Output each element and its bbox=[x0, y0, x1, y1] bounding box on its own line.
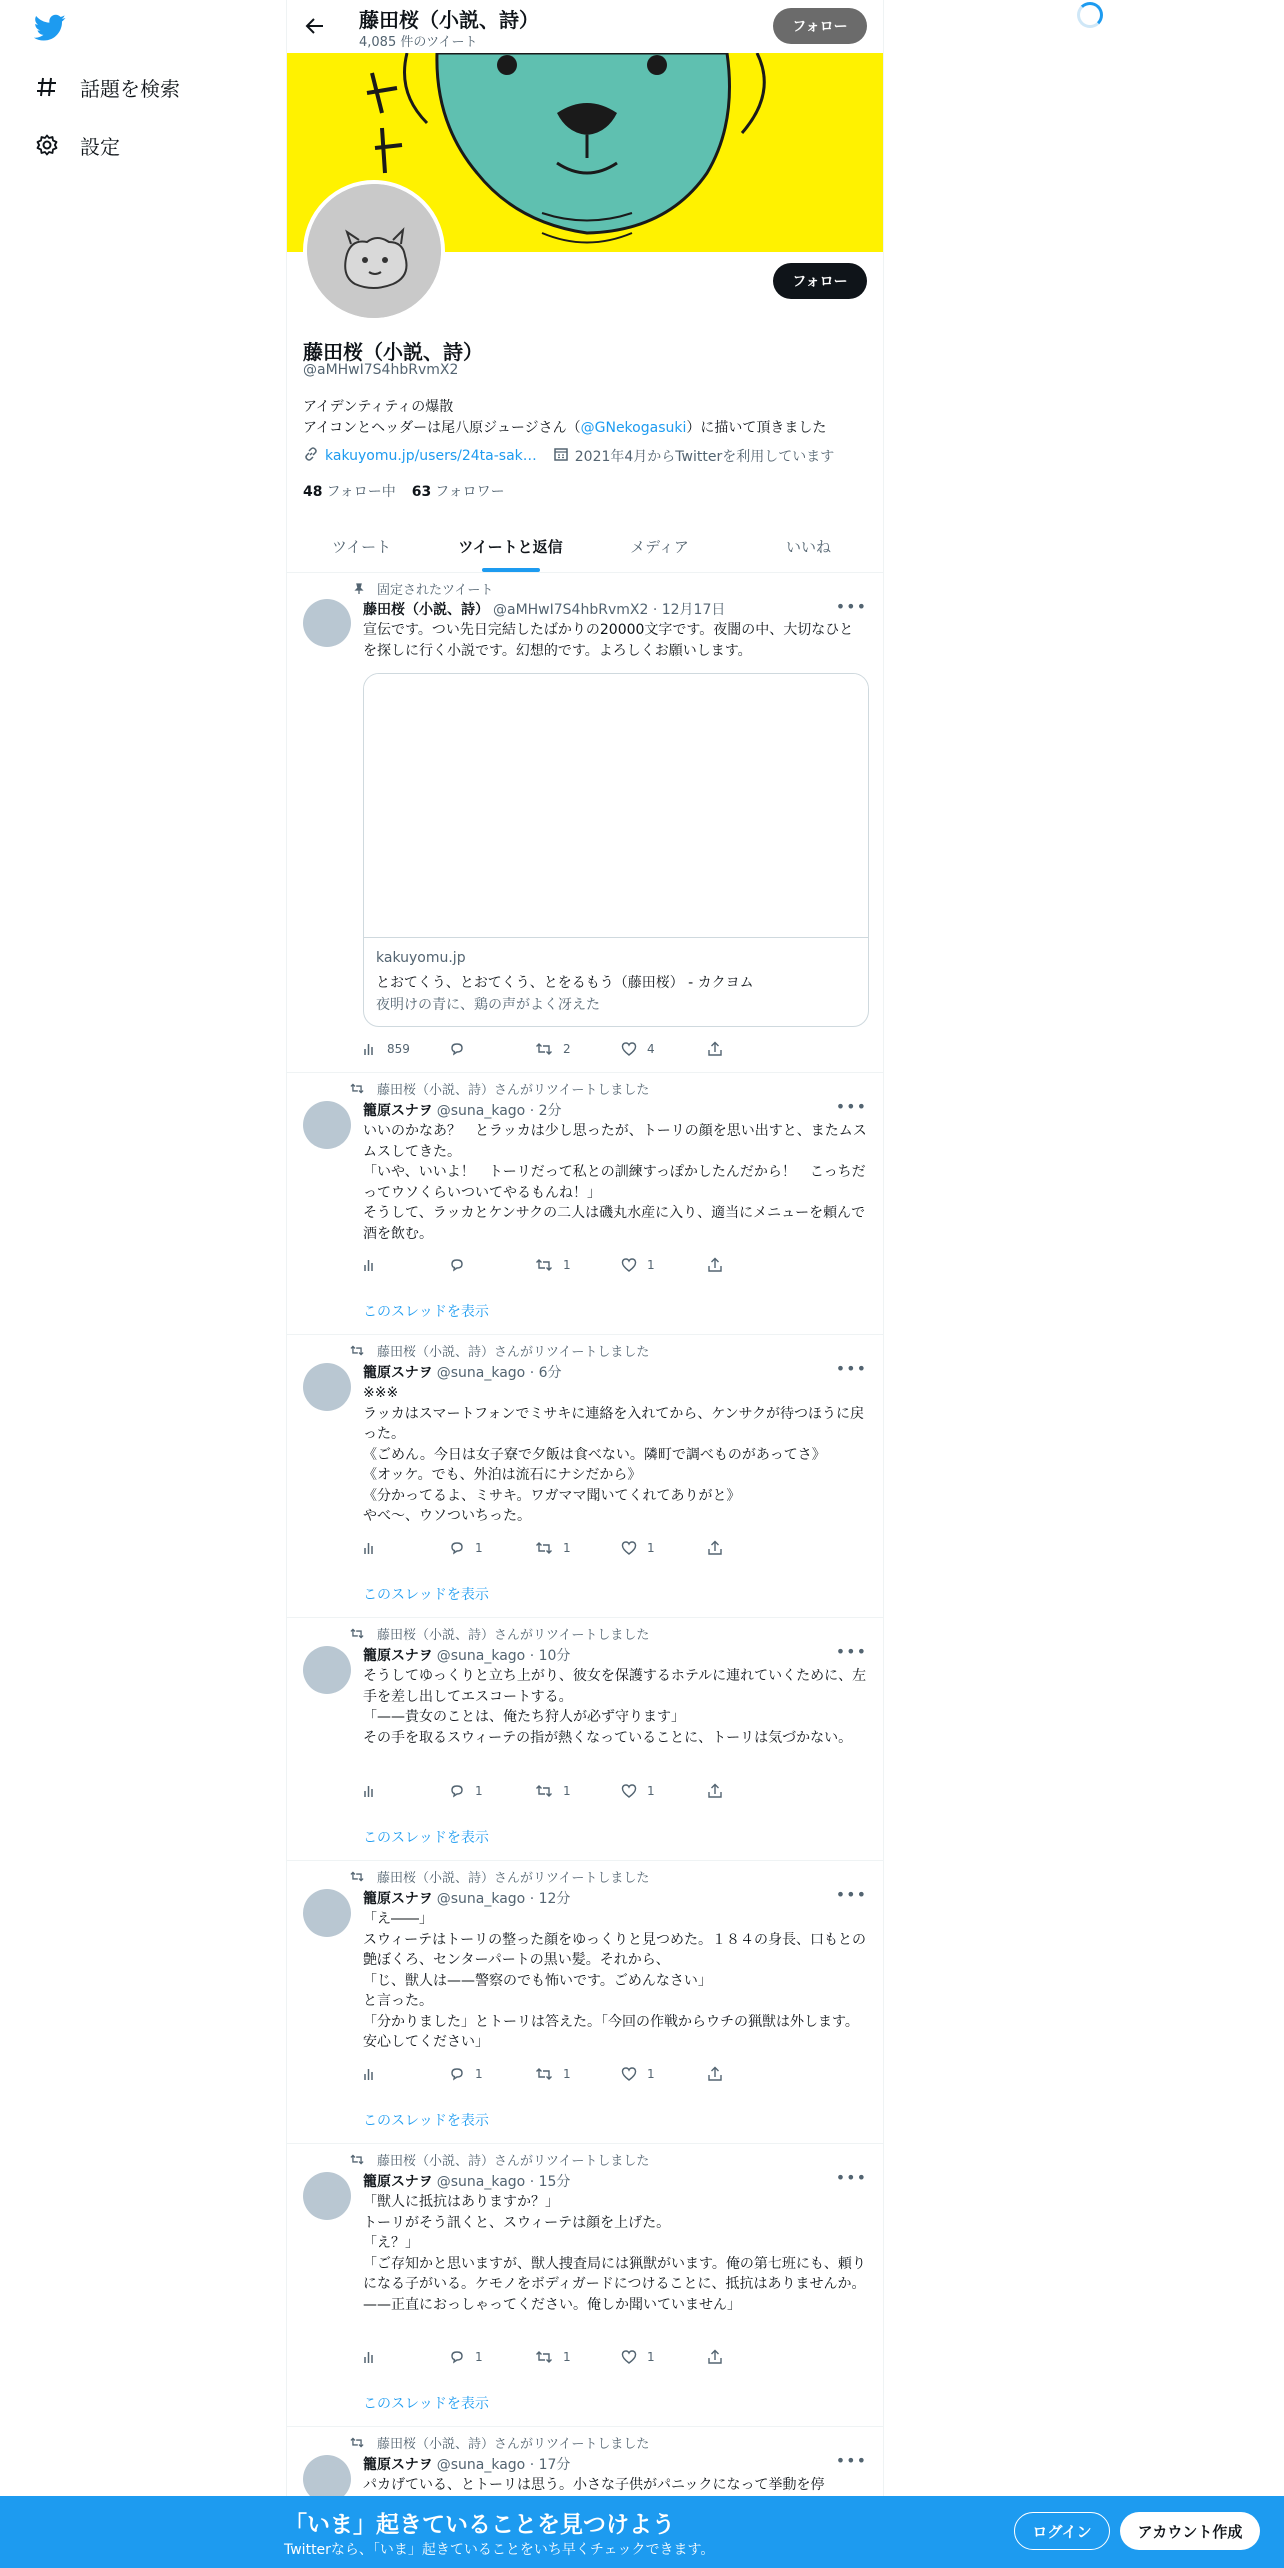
profile-joined-date: 2021年4月からTwitterを利用しています bbox=[574, 449, 835, 465]
like-count: 1 bbox=[647, 2350, 655, 2364]
heart-icon bbox=[621, 2349, 637, 2365]
tab-media[interactable]: メディア bbox=[630, 537, 689, 556]
profile-bio-line1: アイデンティティの爆散 bbox=[303, 399, 454, 415]
tweet-handle-time[interactable]: @suna_kago · 17分 bbox=[436, 2457, 571, 2473]
share-icon bbox=[707, 2349, 723, 2365]
share-button[interactable] bbox=[707, 2347, 793, 2367]
retweet-count: 1 bbox=[563, 2067, 571, 2081]
retweet-context bbox=[333, 1079, 649, 1098]
tweet-header bbox=[363, 599, 725, 619]
avatar[interactable] bbox=[303, 1363, 351, 1411]
avatar[interactable] bbox=[303, 1889, 351, 1937]
tweet-header bbox=[363, 1362, 562, 1382]
retweet-item[interactable] bbox=[287, 1861, 883, 2144]
twitter-logo-icon[interactable] bbox=[34, 14, 66, 42]
retweet-count: 2 bbox=[563, 1042, 571, 1056]
views-button[interactable] bbox=[363, 2064, 449, 2084]
retweet-button[interactable] bbox=[535, 1781, 621, 1801]
pinned-tweet[interactable] bbox=[287, 573, 883, 1073]
views-icon bbox=[363, 1784, 377, 1798]
retweet-count: 1 bbox=[563, 2350, 571, 2364]
following-link[interactable] bbox=[303, 481, 396, 501]
retweet-icon bbox=[333, 2153, 365, 2166]
reply-count: 1 bbox=[475, 1784, 483, 1798]
show-thread-link[interactable]: このスレッドを表示 bbox=[363, 1304, 489, 1320]
views-icon bbox=[363, 1541, 377, 1555]
reply-button[interactable] bbox=[449, 1255, 535, 1275]
tweet-handle-time[interactable]: @aMHwI7S4hbRvmX2 · 12月17日 bbox=[493, 602, 726, 618]
avatar[interactable] bbox=[303, 1101, 351, 1149]
views-button[interactable] bbox=[363, 1781, 449, 1801]
bio-text-end: ）に描いて頂きました bbox=[686, 420, 827, 436]
retweet-button[interactable] bbox=[535, 2347, 621, 2367]
tweet-text: 宣伝です。つい先日完結したばかりの20000文字です。夜闇の中、大切なひとを探しに行く小説です。幻想的です。よろしくお願いします。 bbox=[363, 622, 854, 659]
retweet-item[interactable] bbox=[287, 1073, 883, 1335]
retweet-button[interactable] bbox=[535, 1255, 621, 1275]
tweet-handle-time[interactable]: @suna_kago · 10分 bbox=[436, 1648, 571, 1664]
retweet-count: 1 bbox=[563, 1541, 571, 1555]
reply-button[interactable] bbox=[449, 1039, 535, 1059]
retweet-icon bbox=[333, 1082, 365, 1095]
profile-bio-line2 bbox=[303, 417, 826, 437]
retweet-icon bbox=[535, 1540, 553, 1556]
reply-icon bbox=[449, 2349, 465, 2365]
tweet-actions bbox=[363, 1039, 793, 1059]
tweet-author-name[interactable]: 籠原スナヲ bbox=[363, 2174, 433, 2190]
tweet-actions bbox=[363, 2064, 793, 2084]
retweet-context bbox=[333, 1867, 649, 1886]
tweet-author-name[interactable]: 籠原スナヲ bbox=[363, 2457, 433, 2473]
like-button[interactable] bbox=[621, 2064, 707, 2084]
pin-icon bbox=[333, 583, 365, 595]
heart-icon bbox=[621, 1783, 637, 1799]
more-options-icon[interactable]: ••• bbox=[835, 2168, 867, 2187]
retweet-icon bbox=[333, 1627, 365, 1640]
nav-explore-label: 話題を検索 bbox=[80, 76, 180, 101]
hashtag-icon bbox=[34, 74, 60, 100]
share-button[interactable] bbox=[707, 1039, 793, 1059]
retweet-context-label[interactable]: 藤田桜（小説、詩）さんがリツイートしました bbox=[377, 2437, 650, 2452]
tweet-author-name[interactable]: 藤田桜（小説、詩） bbox=[363, 602, 489, 618]
header-follow-button[interactable]: フォロー bbox=[773, 8, 867, 44]
nav-settings[interactable] bbox=[34, 125, 120, 165]
link-card-description: 夜明けの青に、鶏の声がよく冴えた bbox=[376, 997, 600, 1013]
avatar[interactable] bbox=[303, 599, 351, 647]
share-button[interactable] bbox=[707, 1538, 793, 1558]
views-icon bbox=[363, 2350, 377, 2364]
nav-settings-label: 設定 bbox=[80, 134, 120, 159]
followers-count: 63 bbox=[411, 484, 432, 500]
tab-tweets[interactable]: ツイート bbox=[331, 537, 392, 556]
signup-button[interactable]: アカウント作成 bbox=[1120, 2512, 1260, 2550]
reply-button[interactable] bbox=[449, 1538, 535, 1558]
loading-spinner-icon bbox=[1077, 2, 1103, 28]
share-icon bbox=[707, 1257, 723, 1273]
tweet-text: ※※※ ラッカはスマートフォンでミサキに連絡を入れてから、ケンサクが待つほうに戻った。 《ごめん。今日は女子寮で夕飯は食べない。隣町で調べものがあってさ》 《オッケ。でも、外泊は流石にナシだから》 《分かってるよ、ミサキ。ワガママ聞いてくれてありがと》 やべ～、ウソついちった。 bbox=[363, 1385, 865, 1524]
header-name: 藤田桜（小説、詩） bbox=[359, 8, 539, 32]
like-button[interactable] bbox=[621, 1255, 707, 1275]
like-button[interactable] bbox=[621, 1039, 707, 1059]
retweet-context bbox=[333, 2433, 649, 2452]
nav-explore[interactable] bbox=[34, 67, 180, 107]
retweet-item[interactable] bbox=[287, 1335, 883, 1618]
more-options-icon[interactable]: ••• bbox=[835, 1097, 867, 1116]
avatar[interactable] bbox=[303, 2172, 351, 2220]
calendar-icon bbox=[553, 446, 569, 466]
like-button[interactable] bbox=[621, 2347, 707, 2367]
profile-tabs bbox=[287, 520, 883, 573]
bio-text: アイコンとヘッダーは尾八原ジュージさん（ bbox=[303, 420, 581, 436]
show-thread-link[interactable]: このスレッドを表示 bbox=[363, 2396, 489, 2412]
more-options-icon[interactable]: ••• bbox=[835, 597, 867, 616]
share-icon bbox=[707, 1540, 723, 1556]
tab-likes[interactable]: いいね bbox=[785, 537, 831, 556]
retweet-icon bbox=[333, 1870, 365, 1883]
retweet-context-label[interactable]: 藤田桜（小説、詩）さんがリツイートしました bbox=[377, 1628, 650, 1643]
share-icon bbox=[707, 1041, 723, 1057]
share-button[interactable] bbox=[707, 1255, 793, 1275]
tweet-handle-time[interactable]: @suna_kago · 15分 bbox=[436, 2174, 571, 2190]
views-button[interactable] bbox=[363, 1039, 449, 1059]
more-options-icon[interactable]: ••• bbox=[835, 2451, 867, 2470]
pinned-context bbox=[333, 579, 493, 598]
heart-icon bbox=[621, 1257, 637, 1273]
like-count: 4 bbox=[647, 1042, 655, 1056]
tweet-header bbox=[363, 1888, 570, 1908]
like-count: 1 bbox=[647, 2067, 655, 2081]
tweet-handle-time[interactable]: @suna_kago · 6分 bbox=[436, 1365, 562, 1381]
retweet-context-label[interactable]: 藤田桜（小説、詩）さんがリツイートしました bbox=[377, 1345, 650, 1360]
heart-icon bbox=[621, 1540, 637, 1556]
retweet-context bbox=[333, 1341, 649, 1360]
profile-header-bar bbox=[287, 0, 883, 53]
tweet-text: いいのかなあ？ とラッカは少し思ったが、トーリの顔を思い出すと、またムスムスしてきた。 「いや、いいよ！ トーリだって私との訓練すっぽかしたんだから！ こっちだってウソくらいついてやるもんね！」 そうして、ラッカとケンサクの二人は磯丸水産に入り、適当にメニューを頼んで酒を飲む。 bbox=[363, 1123, 867, 1242]
profile-column bbox=[286, 0, 884, 2568]
retweet-button[interactable] bbox=[535, 2064, 621, 2084]
link-card-domain: kakuyomu.jp bbox=[376, 950, 466, 966]
tweet-actions bbox=[363, 1255, 793, 1275]
tab-tweets-and-replies[interactable]: ツイートと返信 bbox=[436, 520, 585, 572]
tweet-header bbox=[363, 1645, 570, 1665]
signup-banner bbox=[0, 2496, 1284, 2568]
following-label: フォロー中 bbox=[326, 484, 396, 500]
link-icon bbox=[303, 446, 319, 466]
tweet-actions bbox=[363, 1781, 793, 1801]
share-icon bbox=[707, 1783, 723, 1799]
tweet-handle-time[interactable]: @suna_kago · 2分 bbox=[436, 1103, 562, 1119]
tweet-author-name[interactable]: 籠原スナヲ bbox=[363, 1648, 433, 1664]
retweet-icon bbox=[535, 2349, 553, 2365]
like-button[interactable] bbox=[621, 1538, 707, 1558]
reply-icon bbox=[449, 1041, 465, 1057]
reply-icon bbox=[449, 1257, 465, 1273]
reply-icon bbox=[449, 1783, 465, 1799]
views-button[interactable] bbox=[363, 2347, 449, 2367]
profile-avatar[interactable] bbox=[303, 180, 445, 322]
profile-meta bbox=[303, 446, 834, 466]
reply-icon bbox=[449, 2066, 465, 2082]
tweet-header bbox=[363, 1100, 562, 1120]
share-button[interactable] bbox=[707, 2064, 793, 2084]
views-icon bbox=[363, 1042, 377, 1056]
retweet-context bbox=[333, 2150, 649, 2169]
more-options-icon[interactable]: ••• bbox=[835, 1642, 867, 1661]
profile-follow-stats bbox=[303, 481, 521, 501]
following-count: 48 bbox=[303, 484, 323, 500]
bio-mention-link[interactable]: @GNekogasuki bbox=[580, 420, 687, 436]
share-button[interactable] bbox=[707, 1781, 793, 1801]
tweet-author-name[interactable]: 籠原スナヲ bbox=[363, 1891, 433, 1907]
retweet-context-label[interactable]: 藤田桜（小説、詩）さんがリツイートしました bbox=[377, 1083, 650, 1098]
retweet-count: 1 bbox=[563, 1784, 571, 1798]
tweet-header bbox=[363, 2454, 570, 2474]
like-button[interactable] bbox=[621, 1781, 707, 1801]
retweet-icon bbox=[535, 2066, 553, 2082]
retweet-icon bbox=[535, 1783, 553, 1799]
profile-handle: @aMHwI7S4hbRvmX2 bbox=[303, 362, 459, 378]
share-icon bbox=[707, 2066, 723, 2082]
signup-banner-subtitle: Twitterなら、「いま」起きていることをいち早くチェックできます。 bbox=[284, 2542, 715, 2558]
retweet-context-label[interactable]: 藤田桜（小説、詩）さんがリツイートしました bbox=[377, 1871, 650, 1886]
reply-button[interactable] bbox=[449, 2064, 535, 2084]
retweet-item[interactable] bbox=[287, 2144, 883, 2427]
show-thread-link[interactable]: このスレッドを表示 bbox=[363, 2113, 489, 2129]
like-count: 1 bbox=[647, 1541, 655, 1555]
tweet-text: パカげている、とトーリは思う。小さな子供がパニックになって挙動を停 bbox=[363, 2477, 825, 2493]
tweet-text: 「え――」 スウィーテはトーリの整った顔をゆっくりと見つめた。１８４の身長、口もとの艶ぼくろ、センターパートの黒い髪。それから、 「じ、獣人は——警察のでも怖いです。ごめんなさい」 と言った。 「分かりました」とトーリは答えた。「今回の作戦からウチの猟獣は外します。安心してください」 bbox=[363, 1911, 867, 2050]
reply-icon bbox=[449, 1540, 465, 1556]
followers-link[interactable] bbox=[412, 481, 505, 501]
retweet-icon bbox=[333, 2436, 365, 2449]
retweet-button[interactable] bbox=[535, 1538, 621, 1558]
retweet-icon bbox=[333, 1344, 365, 1357]
link-card-title: とおてくう、とおてくう、とをるもう（藤田桜） - カクヨム bbox=[376, 975, 754, 991]
gear-icon bbox=[34, 132, 60, 158]
heart-icon bbox=[621, 1041, 637, 1057]
views-button[interactable] bbox=[363, 1538, 449, 1558]
retweet-context bbox=[333, 1624, 649, 1643]
reply-count: 1 bbox=[475, 2067, 483, 2081]
pinned-label: 固定されたツイート bbox=[377, 583, 494, 598]
followers-label: フォロワー bbox=[435, 484, 505, 500]
heart-icon bbox=[621, 2066, 637, 2082]
back-arrow-icon[interactable] bbox=[303, 14, 327, 38]
more-options-icon[interactable]: ••• bbox=[835, 1359, 867, 1378]
views-icon bbox=[363, 1258, 377, 1272]
retweet-icon bbox=[535, 1041, 553, 1057]
tweet-text: 「獣人に抵抗はありますか？」 トーリがそう訊くと、スウィーテは顔を上げた。 「え？」 「ご存知かと思いますが、獣人捜査局には猟獣がいます。俺の第七班にも、頼りになる子がいる。ケモノをボディガードにつけることに、抵抗はありませんか。——正直におっしゃってください。俺しか聞いていません」 bbox=[363, 2194, 866, 2313]
reply-button[interactable] bbox=[449, 2347, 535, 2367]
tweet-text: そうしてゆっくりと立ち上がり、彼女を保護するホテルに連れていくために、左手を差し出してエスコートする。 「——貴女のことは、俺たち狩人が必ず守ります」 その手を取るスウィーテの指が熱くなっていることに、トーリは気づかない。 bbox=[363, 1668, 867, 1746]
views-icon bbox=[363, 2067, 377, 2081]
tweet-actions bbox=[363, 1538, 793, 1558]
tweet-author-name[interactable]: 籠原スナヲ bbox=[363, 1365, 433, 1381]
views-button[interactable] bbox=[363, 1255, 449, 1275]
tweet-author-name[interactable]: 籠原スナヲ bbox=[363, 1103, 433, 1119]
reply-count: 1 bbox=[475, 1541, 483, 1555]
retweet-count: 1 bbox=[563, 1258, 571, 1272]
like-count: 1 bbox=[647, 1784, 655, 1798]
like-count: 1 bbox=[647, 1258, 655, 1272]
avatar-illustration bbox=[307, 184, 441, 318]
show-thread-link[interactable]: このスレッドを表示 bbox=[363, 1587, 489, 1603]
tweet-header bbox=[363, 2171, 570, 2191]
link-card-image bbox=[364, 674, 868, 938]
profile-name: 藤田桜（小説、詩） bbox=[303, 340, 483, 364]
retweet-icon bbox=[535, 1257, 553, 1273]
login-button[interactable]: ログイン bbox=[1014, 2512, 1110, 2550]
views-count: 859 bbox=[387, 1042, 410, 1056]
retweet-button[interactable] bbox=[535, 1039, 621, 1059]
follow-button[interactable]: フォロー bbox=[773, 263, 867, 299]
link-card[interactable] bbox=[363, 673, 869, 1027]
reply-count: 1 bbox=[475, 2350, 483, 2364]
tweet-actions bbox=[363, 2347, 793, 2367]
more-options-icon[interactable]: ••• bbox=[835, 1885, 867, 1904]
show-thread-link[interactable]: このスレッドを表示 bbox=[363, 1830, 489, 1846]
signup-banner-title: 「いま」起きていることを見つけよう bbox=[284, 2512, 675, 2538]
tweet-handle-time[interactable]: @suna_kago · 12分 bbox=[436, 1891, 571, 1907]
reply-button[interactable] bbox=[449, 1781, 535, 1801]
avatar[interactable] bbox=[303, 1646, 351, 1694]
profile-website-link[interactable]: kakuyomu.jp/users/24ta-sak… bbox=[325, 448, 537, 464]
retweet-item[interactable] bbox=[287, 1618, 883, 1861]
retweet-context-label[interactable]: 藤田桜（小説、詩）さんがリツイートしました bbox=[377, 2154, 650, 2169]
header-tweet-count: 4,085 件のツイート bbox=[359, 35, 478, 50]
